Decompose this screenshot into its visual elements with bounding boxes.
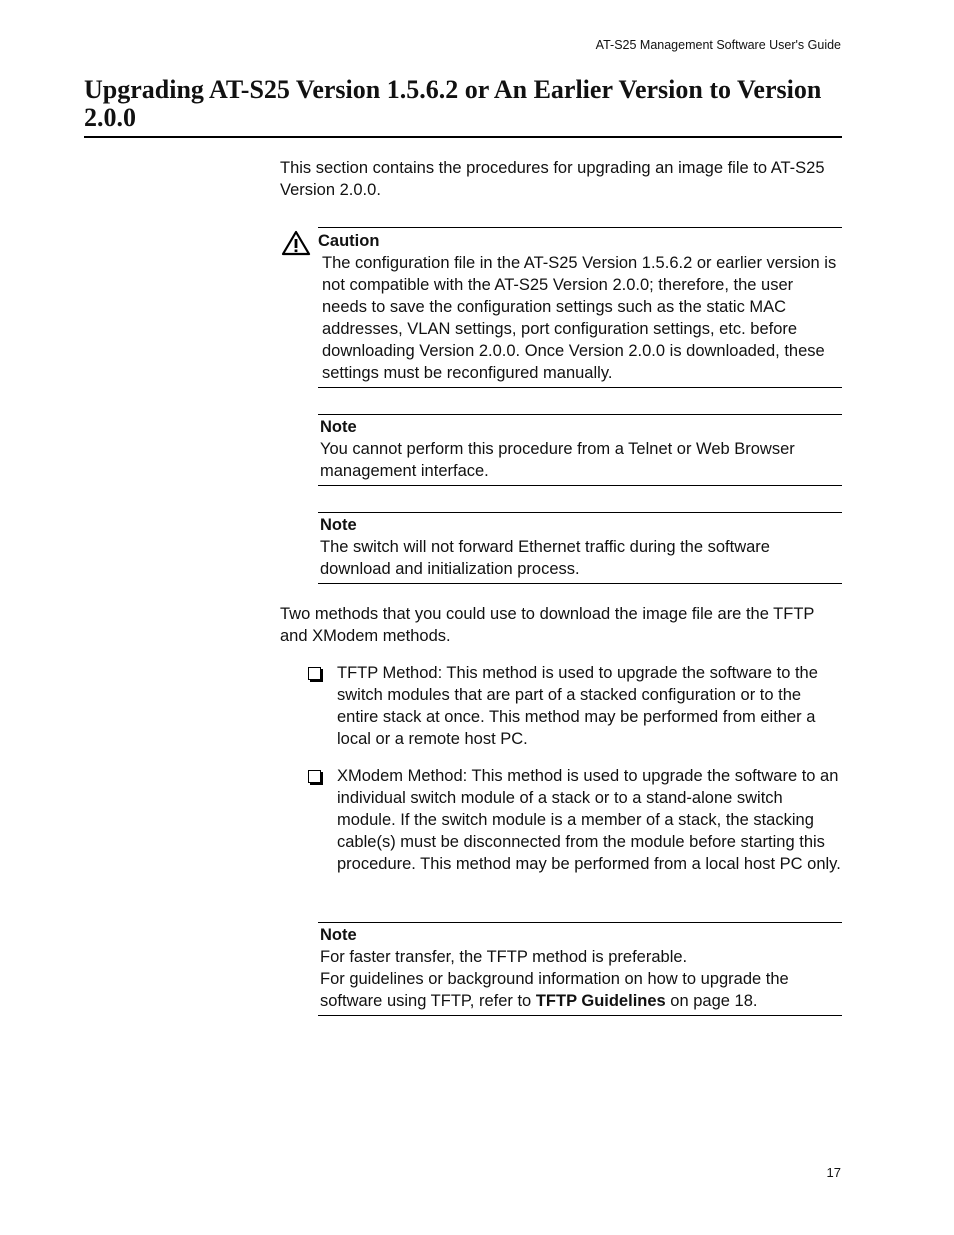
methods-list xyxy=(306,662,842,875)
note-3-line-2-suffix: on page 18. xyxy=(665,992,758,1010)
note-block-3 xyxy=(318,922,842,1016)
method-tftp-text: TFTP Method: This method is used to upgrade the software to the switch modules that are part of a stacked configuration or to the entire stack at once. This method may be performed from either a local or a remote host PC. xyxy=(337,664,818,748)
note-3-line-1: For faster transfer, the TFTP method is preferable. xyxy=(320,948,688,966)
note-2-title: Note xyxy=(320,516,357,534)
warning-triangle-icon xyxy=(281,230,311,256)
list-item xyxy=(306,765,842,875)
running-header: AT-S25 Management Software User's Guide xyxy=(595,38,841,52)
checkbox-bullet-icon xyxy=(308,770,321,783)
caution-block xyxy=(318,227,842,388)
note-1-title: Note xyxy=(320,418,357,436)
tftp-guidelines-link[interactable]: TFTP Guidelines xyxy=(535,992,666,1010)
note-1-text: You cannot perform this procedure from a Telnet or Web Browser management interface. xyxy=(320,440,795,480)
note-3-line-2 xyxy=(320,968,842,1012)
methods-intro: Two methods that you could use to download the image file are the TFTP and XModem methods. xyxy=(280,605,815,645)
intro-paragraph: This section contains the procedures for upgrading an image file to AT-S25 Version 2.0.0. xyxy=(280,159,825,199)
note-3-line-2-prefix: For guidelines or background information on how to upgrade the software using TFTP, refer to xyxy=(320,970,789,1010)
checkbox-bullet-icon xyxy=(308,667,321,680)
section-title: Upgrading AT-S25 Version 1.5.6.2 or An Earlier Version to Version 2.0.0 xyxy=(84,76,842,138)
note-block-1 xyxy=(318,414,842,486)
caution-title: Caution xyxy=(318,232,380,250)
method-xmodem-text: XModem Method: This method is used to upgrade the software to an individual switch module of a stack or to a stand-alone switch module. If the switch module is a member of a stack, the stacking cable(s) must be disconnected from the module before starting this procedure. This method may be performed from a local host PC only. xyxy=(337,767,841,873)
note-block-2 xyxy=(318,512,842,584)
note-3-title: Note xyxy=(320,926,357,944)
caution-text: The configuration file in the AT-S25 Version 1.5.6.2 or earlier version is not compatible with the AT-S25 Version 2.0.0; therefore, the user needs to save the configuration settings such as the static MAC addresses, VLAN settings, port configuration settings, etc. before downloading Version 2.0.0. Once Version 2.0.0 is downloaded, these settings must be reconfigured manually. xyxy=(322,254,837,382)
page-number: 17 xyxy=(826,1165,841,1180)
list-item xyxy=(306,662,842,750)
note-2-text: The switch will not forward Ethernet traffic during the software download and initialization process. xyxy=(320,538,770,578)
